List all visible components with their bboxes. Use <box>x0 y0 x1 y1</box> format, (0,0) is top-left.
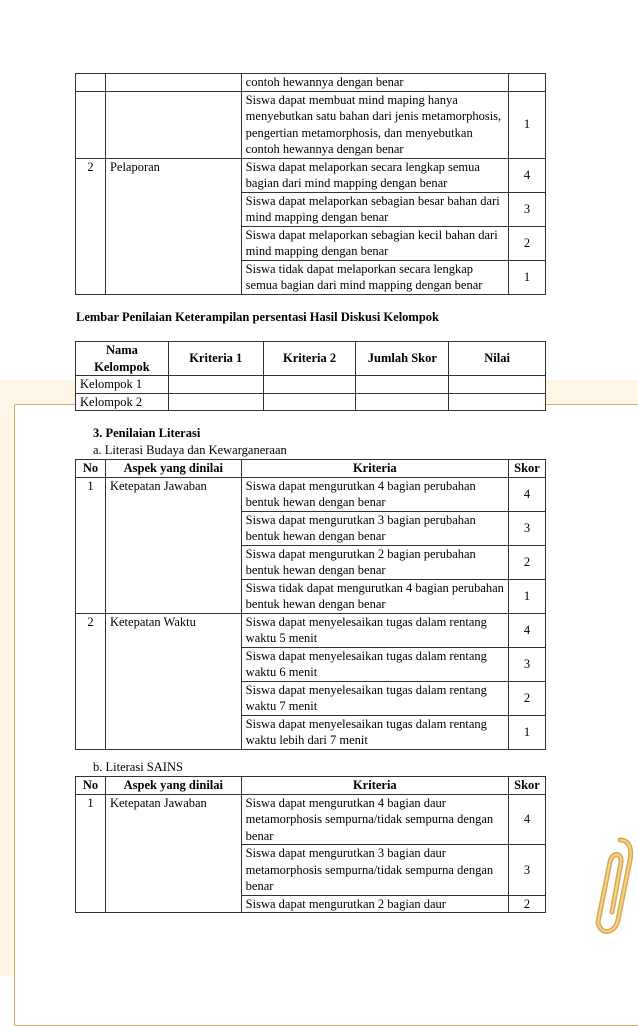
header-kriteria: Kriteria <box>241 460 508 478</box>
cell-aspek: Ketepatan Jawaban <box>105 477 241 613</box>
literasi-sains-table <box>75 776 546 913</box>
cell-skor: 2 <box>508 545 545 579</box>
cell-aspek: Pelaporan <box>105 158 241 294</box>
table-row <box>76 74 546 92</box>
cell-skor: 3 <box>509 192 546 226</box>
cell-aspek <box>105 91 241 158</box>
cell-empty <box>356 393 449 411</box>
cell-empty <box>449 393 546 411</box>
cell-no: 1 <box>76 477 106 613</box>
table-row <box>76 376 546 394</box>
paperclip-icon <box>590 832 636 942</box>
cell-no <box>76 74 106 92</box>
cell-kriteria: Siswa dapat menyelesaikan tugas dalam rentang waktu 7 menit <box>241 681 508 715</box>
header-skor: Skor <box>508 460 545 478</box>
literasi-budaya-table <box>75 459 546 750</box>
cell-kriteria: Siswa dapat mengurutkan 2 bagian daur <box>241 895 508 913</box>
cell-skor: 1 <box>509 91 546 158</box>
cell-kriteria: Siswa dapat menyelesaikan tugas dalam rentang waktu 6 menit <box>241 647 508 681</box>
cell-kriteria: Siswa dapat mengurutkan 4 bagian perubahan bentuk hewan dengan benar <box>241 477 508 511</box>
cell-kriteria: Siswa dapat menyelesaikan tugas dalam rentang waktu lebih dari 7 menit <box>241 715 508 749</box>
literasi-a-title: a. Literasi Budaya dan Kewarganeraan <box>93 443 287 457</box>
cell-skor: 4 <box>508 477 545 511</box>
cell-empty <box>449 376 546 394</box>
cell-skor: 1 <box>508 715 545 749</box>
cell-skor: 3 <box>508 647 545 681</box>
header-kriteria-1: Kriteria 1 <box>168 342 263 376</box>
table-header-row <box>76 342 546 376</box>
cell-skor: 3 <box>508 845 545 896</box>
table-row <box>76 477 546 511</box>
header-kriteria: Kriteria <box>241 777 508 795</box>
cell-skor: 2 <box>508 681 545 715</box>
cell-kriteria: contoh hewannya dengan benar <box>241 74 508 92</box>
header-kriteria-2: Kriteria 2 <box>263 342 356 376</box>
cell-empty <box>263 376 356 394</box>
header-aspek: Aspek yang dinilai <box>105 460 241 478</box>
presentation-table <box>75 341 546 411</box>
cell-skor: 1 <box>508 579 545 613</box>
cell-no: 1 <box>76 794 106 913</box>
cell-skor: 4 <box>508 613 545 647</box>
cell-kriteria: Siswa dapat mengurutkan 3 bagian daur metamorphosis sempurna/tidak sempurna dengan benar <box>241 845 508 896</box>
cell-empty <box>263 393 356 411</box>
cell-kriteria: Siswa dapat mengurutkan 4 bagian daur metamorphosis sempurna/tidak sempurna dengan benar <box>241 794 508 845</box>
assessment-table-continued <box>75 73 546 295</box>
cell-kriteria: Siswa dapat melaporkan secara lengkap semua bagian dari mind mapping dengan benar <box>241 158 508 192</box>
cell-kriteria: Siswa dapat menyelesaikan tugas dalam rentang waktu 5 menit <box>241 613 508 647</box>
cell-skor <box>509 74 546 92</box>
cell-aspek: Ketepatan Jawaban <box>105 794 241 913</box>
header-skor: Skor <box>508 777 545 795</box>
table-row <box>76 158 546 192</box>
cell-no: 2 <box>76 613 106 749</box>
cell-empty <box>168 376 263 394</box>
table-row <box>76 794 546 845</box>
table-row <box>76 613 546 647</box>
cell-no <box>76 91 106 158</box>
literasi-heading: 3. Penilaian Literasi <box>93 426 201 440</box>
header-no: No <box>76 460 106 478</box>
header-nama-kelompok: Nama Kelompok <box>76 342 169 376</box>
cell-kriteria: Siswa dapat mengurutkan 2 bagian perubahan bentuk hewan dengan benar <box>241 545 508 579</box>
cell-kriteria: Siswa tidak dapat mengurutkan 4 bagian perubahan bentuk hewan dengan benar <box>241 579 508 613</box>
cell-kriteria: Siswa tidak dapat melaporkan secara lengkap semua bagian dari mind mapping dengan benar <box>241 260 508 294</box>
table-row <box>76 91 546 158</box>
cell-aspek <box>105 74 241 92</box>
presentation-title: Lembar Penilaian Keterampilan persentasi Hasil Diskusi Kelompok <box>76 310 439 324</box>
cell-kelompok: Kelompok 2 <box>76 393 169 411</box>
header-nilai: Nilai <box>449 342 546 376</box>
cell-skor: 2 <box>508 895 545 913</box>
table-header-row <box>76 460 546 478</box>
cell-kelompok: Kelompok 1 <box>76 376 169 394</box>
cell-skor: 4 <box>509 158 546 192</box>
cell-no: 2 <box>76 158 106 294</box>
literasi-b-title: b. Literasi SAINS <box>93 760 183 774</box>
cell-empty <box>168 393 263 411</box>
cell-skor: 3 <box>508 511 545 545</box>
table-header-row <box>76 777 546 795</box>
header-jumlah-skor: Jumlah Skor <box>356 342 449 376</box>
header-aspek: Aspek yang dinilai <box>105 777 241 795</box>
cell-aspek: Ketepatan Waktu <box>105 613 241 749</box>
header-no: No <box>76 777 106 795</box>
cell-skor: 4 <box>508 794 545 845</box>
cell-kriteria: Siswa dapat melaporkan sebagian kecil bahan dari mind mapping dengan benar <box>241 226 508 260</box>
cell-empty <box>356 376 449 394</box>
cell-kriteria: Siswa dapat membuat mind maping hanya menyebutkan satu bahan dari jenis metamorphosis, pengertian metamorphosis, dan menyebutkan contoh hewannya dengan benar <box>241 91 508 158</box>
cell-kriteria: Siswa dapat melaporkan sebagian besar bahan dari mind mapping dengan benar <box>241 192 508 226</box>
table-row <box>76 393 546 411</box>
cell-kriteria: Siswa dapat mengurutkan 3 bagian perubahan bentuk hewan dengan benar <box>241 511 508 545</box>
cell-skor: 1 <box>509 260 546 294</box>
cell-skor: 2 <box>509 226 546 260</box>
